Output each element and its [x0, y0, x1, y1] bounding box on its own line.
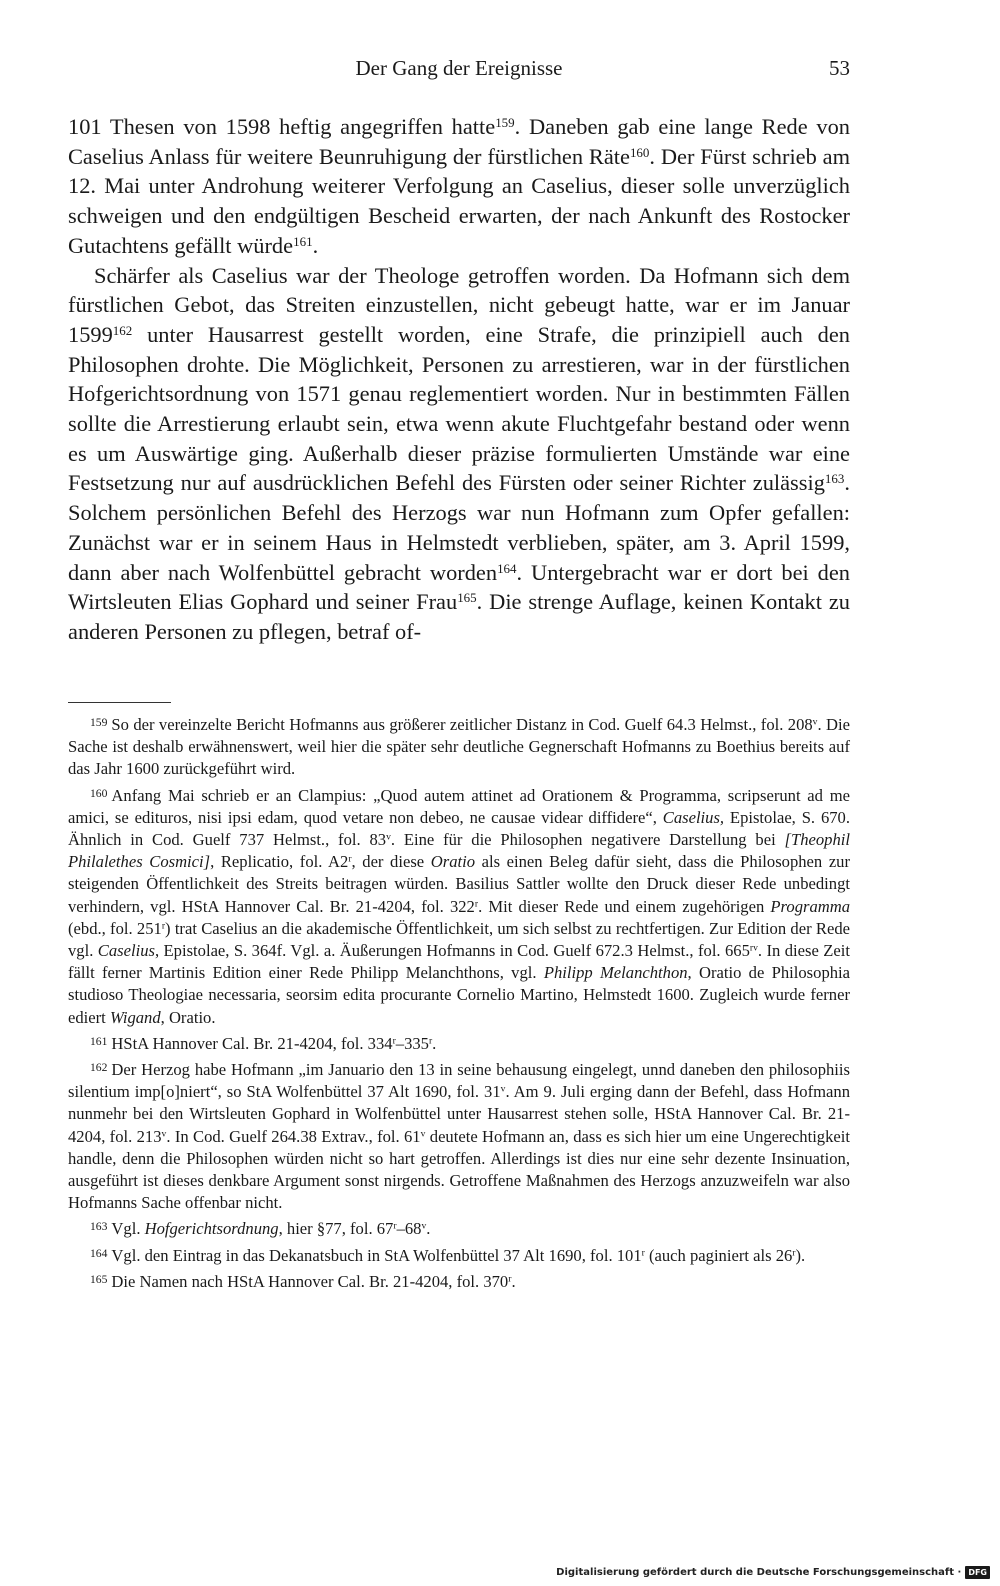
text-span: . [511, 1271, 516, 1291]
folio-side: v [386, 831, 391, 843]
text-span: . In Cod. Guelf 264.38 Extrav., fol. 61 [166, 1126, 421, 1146]
text-span: Anfang Mai schrieb er an Clampius: „Quod autem attinet ad Orationem & Programma, scripserunt ad me amici, se edituros, nisi ipsi edam, quod vetare non debeo, ne causae videar diffidere“, [68, 785, 850, 827]
footnote-ref-161[interactable]: 161 [293, 233, 313, 249]
text-span: ) trat Caselius an die akademische Öffentlichkeit, um sich selbst zu rechtfertigen. Zur Edition der Rede vgl. [68, 918, 850, 961]
text-span: . Mit dieser Rede und einem zugehörigen [478, 896, 771, 916]
footnote-mark: 159 [90, 715, 108, 729]
text-span: Vgl. den Eintrag in das Dekanatsbuch in StA Wolfenbüttel 37 Alt 1690, fol. 101 [111, 1245, 642, 1265]
italic-term: Programma [770, 896, 851, 916]
text-span: –68 [396, 1219, 422, 1239]
text-span: So der vereinzelte Bericht Hofmanns aus größerer zeitlicher Distanz in Cod. Guelf 64.3 Helmst., fol. 208 [111, 715, 813, 734]
footnote-164 [68, 1245, 850, 1267]
folio-side: v [812, 716, 818, 728]
footnote-mark: 163 [90, 1220, 108, 1234]
text-span: Schärfer als Caselius war der Theologe getroffen worden. Da Hofmann sich dem fürstlichen Gebot, das Streiten einzustellen, nicht gebeugt hatte, war er im Januar 1599 [68, 262, 850, 347]
text-span: (auch paginiert als 26 [644, 1245, 793, 1265]
text-span: Vgl. [111, 1219, 145, 1239]
page-header [68, 50, 850, 90]
main-text [68, 112, 850, 647]
text-span: , Oratio. [160, 1007, 216, 1027]
folio-side: r [393, 1221, 397, 1233]
footnote-ref-164[interactable]: 164 [497, 560, 517, 576]
text-span: , der diese [351, 852, 431, 872]
folio-side: r [792, 1247, 796, 1259]
text-span: ). [795, 1245, 806, 1265]
footnote-159 [68, 714, 850, 781]
footnote-mark: 165 [90, 1272, 108, 1286]
footnote-ref-159[interactable]: 159 [495, 114, 515, 130]
folio-side: r [392, 1035, 396, 1047]
text-span: . [312, 232, 319, 258]
footnote-165 [68, 1271, 850, 1293]
folio-side: r [474, 898, 479, 910]
footnote-divider [68, 702, 171, 703]
folio-side: v [420, 1128, 426, 1140]
folio-side: r [348, 853, 352, 865]
footnote-mark: 164 [90, 1246, 108, 1260]
folio-side: v [421, 1221, 427, 1233]
credit-text: Digitalisierung gefördert durch die Deutsche Forschungsgemeinschaft · [556, 1566, 962, 1578]
text-span: Der Herzog habe Hofmann „im Januario den 13 in seine behausung eingelegt, unnd daneben den philosophiis silentium imp[o]niert“, so StA Wolfenbüttel 37 Alt 1690, fol. 31 [68, 1060, 850, 1102]
text-span: . Eine für die Philosophen negativere Darstellung bei [390, 830, 785, 850]
author-name: Wigand [109, 1007, 161, 1027]
footnote-ref-160[interactable]: 160 [629, 144, 650, 160]
text-span: Epistolae, S. 670. Ähnlich in Cod. Guelf 737 Helmst., fol. 83 [68, 807, 850, 850]
footnote-161 [68, 1033, 850, 1055]
text-span: . Der Fürst schrieb am 12. Mai unter Androhung weiterer Verfolgung an Caselius, dieser solle unverzüglich schweigen und den endgültigen Bescheid erwarten, der nach Ankunft des Rostocker Gutachtens gefällt würde [68, 143, 850, 258]
running-title: Der Gang der Ereignisse [355, 56, 563, 80]
footnote-163 [68, 1218, 850, 1240]
folio-side: r [428, 1035, 433, 1047]
text-span: unter Hausarrest gestellt worden, eine Strafe, die prinzipiell auch den Philosophen drohte. Die Möglichkeit, Personen zu arrestieren, war in der fürstlichen Hofgerichtsordnung von 1571 genau reglementiert worden. Nur in bestimmten Fällen sollte die Arrestierung erlaubt sein, etwa wenn akute Fluchtgefahr bestand oder wenn es um Auswärtige ging. Außerhalb dieser präzise formulierten Umstände war eine Festsetzung nur auf ausdrücklichen Befehl des Fürsten oder seiner Richter zulässig [68, 321, 850, 496]
text-span: . Untergebracht war er dort bei den Wirtsleuten Elias Gophard und seiner Frau [68, 559, 851, 615]
folio-side: v [500, 1083, 506, 1095]
text-span: , Epistolae, S. 364f. Vgl. a. Äußerungen Hofmanns in Cod. Guelf 672.3 Helmst., fol. 665 [154, 941, 750, 961]
footnotes [68, 714, 850, 1293]
folio-side: r [641, 1247, 645, 1259]
text-span: . Die Sache ist deshalb erwähnenswert, weil hier die später sehr deutliche Gegnerschaft Hofmanns zu Boethius bereits auf das Jahr 1600 zurückgeführt wird. [68, 715, 850, 779]
footnote-ref-163[interactable]: 163 [824, 471, 845, 487]
author-name: [Theophil Philalethes Cosmici] [68, 830, 850, 872]
footnote-mark: 160 [90, 786, 108, 800]
footnote-ref-165[interactable]: 165 [457, 590, 477, 606]
text-span: . [426, 1219, 431, 1239]
text-span: , Oratio de Philosophia studioso Theologiae necessaria, seorsim edita procurante Cornelio Martino, Helmstedt 1600. Zugleich wurde ferner ediert [68, 963, 851, 1027]
text-span: , Replicatio, fol. A2 [210, 852, 349, 872]
page-number: 53 [829, 56, 850, 80]
footnote-ref-162[interactable]: 162 [112, 322, 133, 338]
text-span: als einen Beleg dafür sieht, dass die Philosophen zur steigenden Öffentlichkeit des Streits beitragen würden. Basilius Sattler wollte den Druck dieser Rede unbedingt verhindern, vgl. HStA Hannover Cal. Br. 21-4204, fol. 322 [68, 852, 851, 916]
footnote-162 [68, 1059, 850, 1214]
text-span: . [432, 1033, 437, 1053]
dfg-logo-icon[interactable]: DFG [965, 1566, 990, 1579]
footnote-mark: 162 [90, 1060, 108, 1074]
folio-side: r [161, 920, 166, 932]
folio-side: rv [749, 942, 758, 954]
text-span: . Am 9. Juli erging dann der Befehl, dass Hofmann nunmehr bei den Wirtsleuten Gophard in Wolfenbüttel unter Hausarrest stehen solle, HStA Hannover Cal. Br. 21-4204, fol. 213 [68, 1082, 850, 1146]
author-name: Caselius [97, 941, 155, 961]
text-span: , hier §77, fol. 67 [278, 1219, 394, 1239]
text-span: (ebd., fol. 251 [68, 918, 162, 938]
folio-side: v [161, 1128, 167, 1140]
footnote-mark: 161 [90, 1034, 108, 1048]
text-span: . Daneben gab eine lange Rede von Caselius Anlass für weitere Beunruhigung der fürstlichen Räte [68, 114, 850, 169]
text-span: –335 [395, 1033, 429, 1053]
author-name: Philipp Melanchthon [543, 963, 688, 983]
text-span: . In diese Zeit fällt ferner Martinis Edition einer Rede Philipp Melanchthons, vgl. [68, 941, 850, 983]
paragraph-2 [68, 261, 850, 647]
text-span: Die Namen nach HStA Hannover Cal. Br. 21-4204, fol. 370 [111, 1271, 509, 1291]
text-span: HStA Hannover Cal. Br. 21-4204, fol. 334 [111, 1033, 393, 1053]
italic-term: Hofgerichtsordnung [144, 1219, 279, 1239]
footnote-160 [68, 785, 850, 1029]
text-span: 101 Thesen von 1598 heftig angegriffen hatte [68, 114, 496, 139]
author-name: Caselius, [662, 807, 725, 827]
folio-side: r [508, 1273, 512, 1285]
text-span: . Solchem persönlichen Befehl des Herzogs war nun Hofmann zum Opfer gefallen: Zunächst war er in seinem Haus in Helmstedt verblieben, später, am 3. April 1599, dann aber nach Wolfenbüttel gebracht worden [68, 470, 850, 585]
text-span: . Die strenge Auflage, keinen Kontakt zu anderen Personen zu pflegen, betraf of- [68, 589, 850, 644]
paragraph-1 [68, 112, 850, 261]
italic-term: Oratio [430, 852, 476, 872]
text-span: deutete Hofmann an, dass es sich hier um eine Ungerechtigkeit handle, denn die Philosophen würden nicht so hart getroffen. Allerdings ist dies nur eine sehr dezente Insinuation, ausgeführt ist dieses denkbare Argument sonst nirgends. Getroffene Maßnahmen des Herzogs anzuzweifeln war also Hofmanns Sache offenbar nicht. [68, 1126, 850, 1213]
digitization-credit [556, 1564, 990, 1580]
